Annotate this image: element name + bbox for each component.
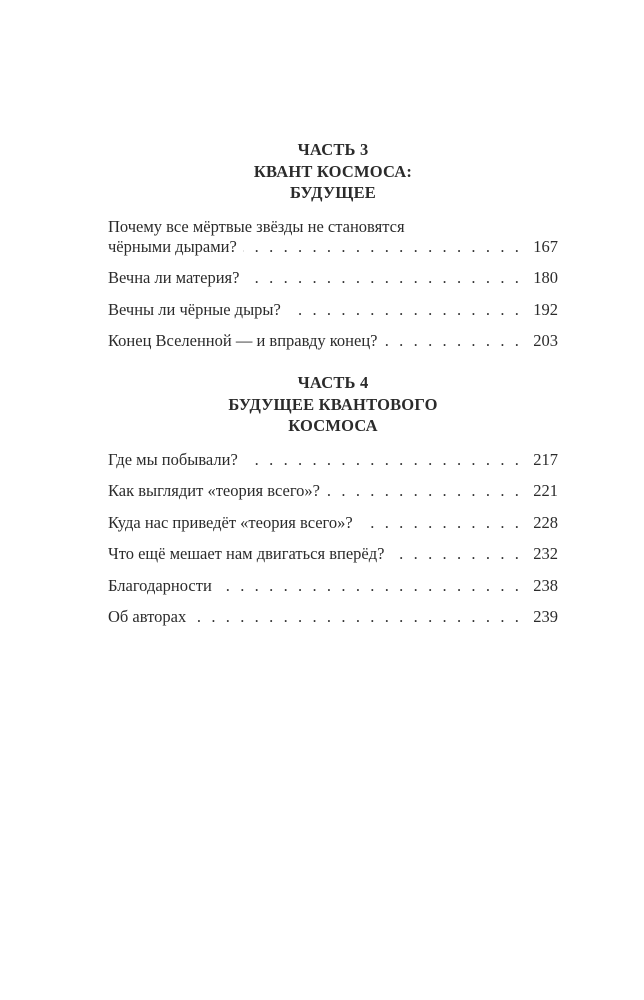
part-heading-line: БУДУЩЕЕ КВАНТОВОГО (228, 394, 438, 414)
toc-entry[interactable] (108, 576, 558, 596)
toc-entry[interactable] (108, 300, 558, 320)
toc-entry-title: чёрными дырами? (108, 236, 237, 256)
toc-entries (108, 217, 558, 352)
toc-page-number: 238 (533, 575, 558, 595)
part-4-section (108, 372, 558, 639)
dot-leader (287, 300, 522, 320)
toc-entry-title-line: Почему все мёртвые звёзды не становятся (108, 216, 405, 236)
dot-leader (243, 237, 522, 257)
toc-entry-title: Вечны ли чёрные дыры? (108, 299, 281, 319)
toc-page-number: 167 (533, 236, 558, 256)
toc-entry-title: Как выглядит «теория всего»? (108, 481, 320, 500)
toc-entry-title: Куда нас приведёт «теория всего»? (108, 512, 353, 532)
toc-entry-title: Где мы побывали? (108, 449, 238, 469)
toc-page-number: 228 (533, 512, 558, 532)
part-heading (108, 372, 558, 437)
toc-page-number: 192 (533, 299, 558, 319)
toc-entry[interactable] (108, 217, 558, 257)
part-heading-line: КВАНТ КОСМОСА: (253, 161, 413, 181)
dot-leader (359, 513, 522, 533)
dot-leader (390, 544, 522, 564)
part-heading-line: ЧАСТЬ 3 (297, 140, 369, 159)
dot-leader (326, 481, 522, 501)
dot-leader (383, 331, 522, 351)
toc-entry-title: Конец Вселенной — и вправду конец? (108, 331, 378, 350)
toc-entry[interactable] (108, 607, 558, 627)
toc-page-number: 217 (533, 449, 558, 469)
part-3-section (108, 139, 558, 363)
dot-leader (218, 576, 522, 596)
toc-page-number: 203 (533, 331, 558, 350)
toc-entry[interactable] (108, 268, 558, 288)
toc-entry[interactable] (108, 481, 558, 501)
toc-entry-title: Вечна ли материя? (108, 268, 240, 287)
toc-page-number: 232 (533, 544, 558, 563)
part-heading-line: БУДУЩЕЕ (290, 183, 376, 202)
toc-entry[interactable] (108, 544, 558, 564)
toc-page-number: 239 (533, 607, 558, 626)
dot-leader (192, 607, 522, 627)
toc-entry[interactable] (108, 450, 558, 470)
toc-entry[interactable] (108, 331, 558, 351)
dot-leader (245, 268, 522, 288)
toc-entry-title: Благодарности (108, 575, 212, 595)
toc-entry-title: Об авторах (108, 607, 187, 626)
toc-entry-title: Что ещё мешает нам двигаться вперёд? (108, 544, 385, 563)
toc-entries (108, 450, 558, 628)
part-heading-line: КОСМОСА (288, 416, 378, 435)
toc-page-number: 221 (533, 481, 558, 500)
toc-entry[interactable] (108, 513, 558, 533)
part-heading (108, 139, 558, 204)
toc-page-number: 180 (533, 268, 558, 287)
part-heading-line: ЧАСТЬ 4 (297, 373, 369, 392)
dot-leader (244, 450, 522, 470)
